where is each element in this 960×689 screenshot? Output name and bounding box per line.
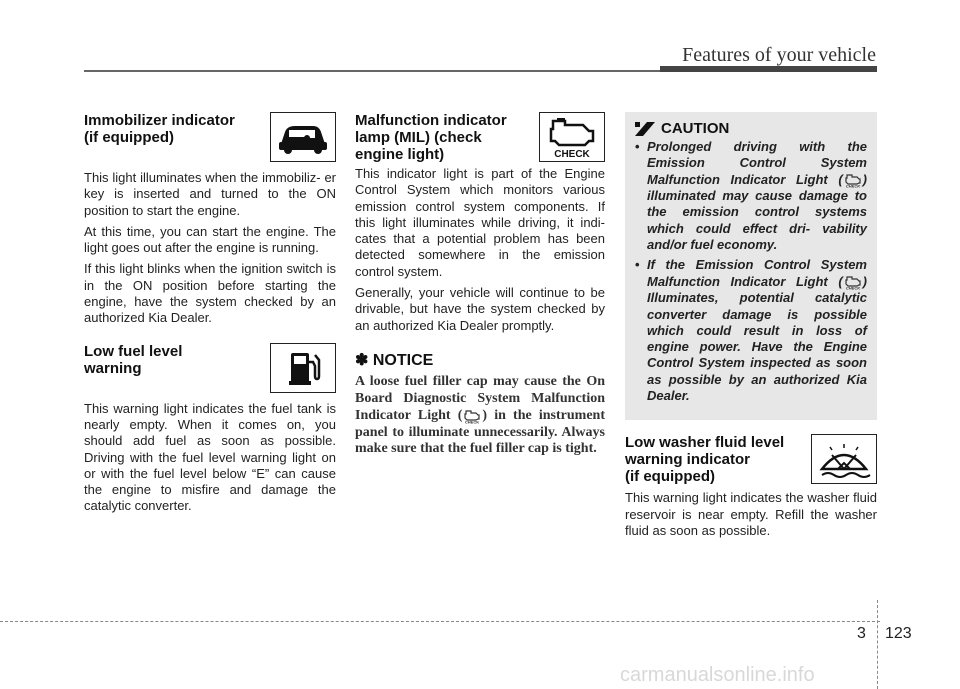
check-engine-inline-icon (462, 408, 482, 424)
washer-section-header (625, 434, 877, 486)
header-rule-accent (660, 66, 877, 72)
caution-item-2: • If the Emission Control System Malfunction Indicator Light ( CHECK ) Illuminates, potential catalytic converter damage is possible which could result in loss of engine power. Have the Engine Control System inspected as soon as possible by an authorized Kia Dealer. (635, 257, 867, 404)
check-engine-icon-label: CHECK (554, 149, 590, 159)
notice-title: ✽ NOTICE (355, 351, 434, 369)
fuel-pump-icon (270, 343, 336, 393)
footer-divider (877, 600, 878, 689)
immobilizer-paragraph-3: If this light blinks when the ignition switch is in the ON position before starting the engine, have the system checked by an authorized Kia Dealer. (84, 261, 336, 326)
immobilizer-paragraph-2: At this time, you can start the engine. The light goes out after the engine is running. (84, 223, 336, 256)
caution-list (635, 139, 867, 404)
low-fuel-paragraph-1: This warning light indicates the fuel tank is nearly empty. When it comes on, you should add fuel as soon as possible. Driving with the fuel level warning light on or with the fuel level below “E” can cause the engine to misfire and damage the catalytic converter. (84, 400, 336, 514)
chapter-number: 3 (857, 625, 866, 642)
washer-title: Low washer fluid level warning indicator (if equipped) (625, 434, 785, 486)
svg-text:CHECK: CHECK (465, 419, 480, 424)
column-middle (355, 112, 605, 458)
watermark: carmanualsonline.info (620, 664, 815, 686)
mil-paragraph-1: This indicator light is part of the Engine Control System which monitors various emission control system components. If this light illuminates while driving, it indi- cates that a potential problem has been detected somewhere in the emission control system. (355, 166, 605, 279)
check-engine-inline-icon (843, 274, 863, 290)
immobilizer-title: Immobilizer indicator (if equipped) (84, 112, 235, 146)
mil-section-header (355, 112, 605, 164)
immobilizer-paragraph-1: This light illuminates when the immobiliz- er key is inserted and turned to the ON position to start the engine. (84, 170, 336, 218)
footer-rule (0, 621, 880, 622)
caution-icon (635, 122, 655, 136)
low-fuel-section-header (84, 343, 336, 395)
header-rule (84, 70, 684, 72)
svg-text:CHECK: CHECK (845, 285, 860, 291)
mil-paragraph-2: Generally, your vehicle will continue to be drivable, but have the system checked by an authorized Kia Dealer promptly. (355, 285, 605, 333)
washer-paragraph-1: This warning light indicates the washer fluid reservoir is near empty. Refill the washer fluid as soon as possible. (625, 490, 877, 538)
column-right (625, 112, 877, 544)
immobilizer-section-header (84, 112, 336, 164)
svg-text:CHECK: CHECK (845, 183, 860, 189)
page-header-title: Features of your vehicle (682, 44, 876, 66)
check-engine-icon (539, 112, 605, 162)
low-fuel-title: Low fuel level warning (84, 342, 183, 377)
notice-body: A loose fuel filler cap may cause the On Board Diagnostic System Malfunction Indicator Light ( CHECK ) in the instrument panel to illuminate unnecessarily. Always make sure that the fuel filler cap is tight. (355, 373, 605, 457)
check-engine-inline-icon (843, 172, 863, 188)
page-number: 123 (885, 625, 912, 642)
column-left (84, 112, 336, 520)
mil-title: Malfunction indicator lamp (MIL) (check engine light) (355, 112, 507, 163)
caution-item-1: • Prolonged driving with the Emission Control System Malfunction Indicator Light ( CHECK ) illuminated may cause damage to the emission control systems which could effect dri- vability and/or fuel economy. (635, 139, 867, 253)
car-key-icon (270, 112, 336, 162)
caution-header: CAUTION (635, 120, 867, 137)
washer-fluid-icon (811, 434, 877, 484)
notice-box (355, 350, 605, 458)
caution-box (625, 112, 877, 420)
